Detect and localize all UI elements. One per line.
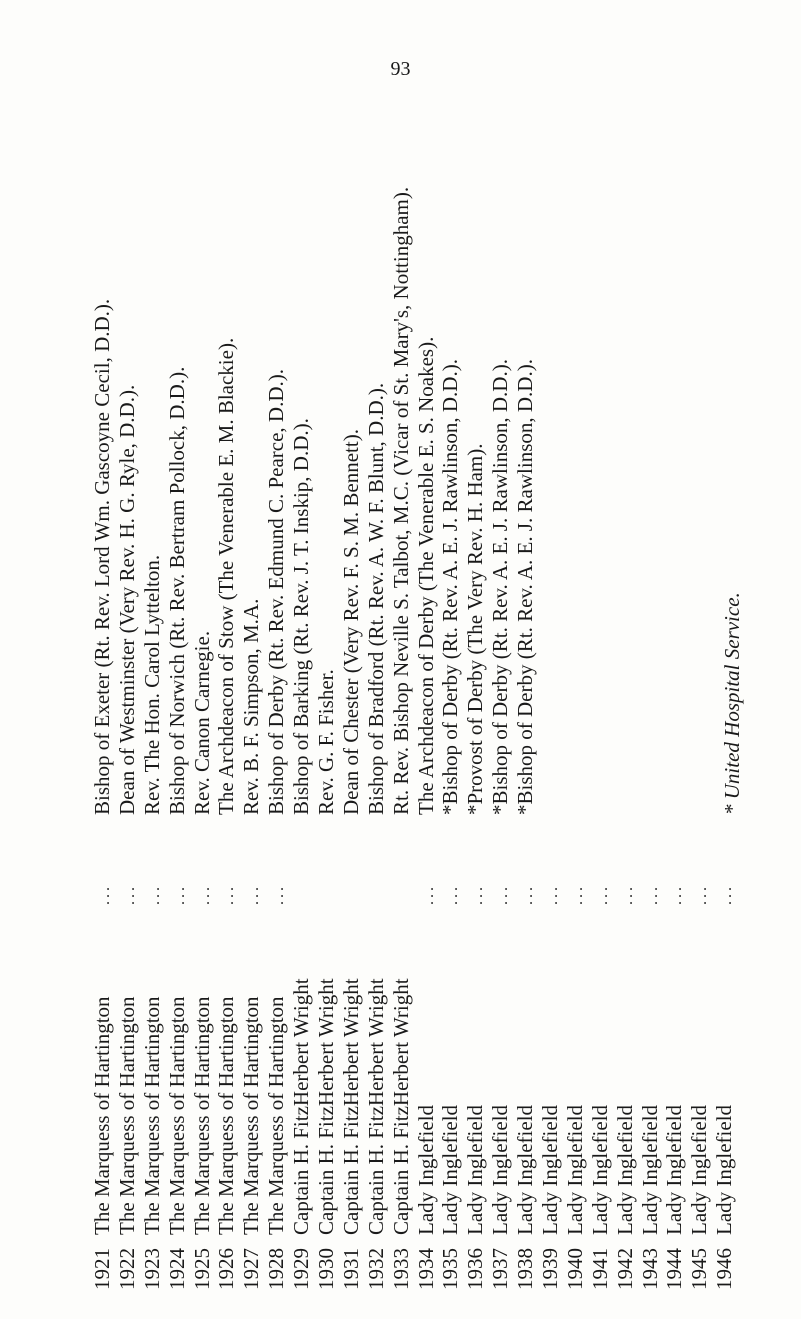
holder-cell: Lady Inglefield bbox=[463, 1104, 488, 1235]
leader-dots: ... bbox=[519, 884, 537, 905]
year-cell: 1924 bbox=[164, 1248, 189, 1290]
table-row bbox=[364, 187, 389, 1290]
preacher-cell: Dean of Chester (Very Rev. F. S. M. Bennett). bbox=[338, 429, 363, 815]
preacher-cell: Rev. B. F. Simpson, M.A. bbox=[239, 598, 264, 815]
leader-dots: ... bbox=[245, 884, 263, 905]
leader-dots: ... bbox=[643, 884, 661, 905]
table-row bbox=[214, 187, 239, 1290]
table-row bbox=[339, 187, 364, 1290]
preacher-cell: Bishop of Barking (Rt. Rev. J. T. Inskip, D.D.). bbox=[289, 418, 314, 815]
leader-dots: ... bbox=[568, 884, 586, 905]
table-row bbox=[289, 187, 314, 1290]
holder-cell: Lady Inglefield bbox=[488, 1104, 513, 1235]
leader-dots: ... bbox=[718, 884, 736, 905]
leader-dots: ... bbox=[668, 884, 686, 905]
table-row bbox=[538, 187, 563, 1290]
year-cell: 1940 bbox=[562, 1248, 587, 1290]
leader-dots: ... bbox=[170, 884, 188, 905]
holder-cell: Lady Inglefield bbox=[438, 1104, 463, 1235]
year-cell: 1937 bbox=[488, 1248, 513, 1290]
year-cell: 1942 bbox=[612, 1248, 637, 1290]
year-cell: 1933 bbox=[388, 1248, 413, 1290]
leader-dots: ... bbox=[593, 884, 611, 905]
year-cell: 1926 bbox=[214, 1248, 239, 1290]
year-cell: 1943 bbox=[637, 1248, 662, 1290]
year-cell: 1935 bbox=[438, 1248, 463, 1290]
table-row bbox=[190, 187, 215, 1290]
year-cell: 1945 bbox=[687, 1248, 712, 1290]
year-cell: 1939 bbox=[538, 1248, 563, 1290]
holder-cell: Captain H. FitzHerbert Wright bbox=[314, 978, 339, 1235]
preacher-cell: Bishop of Bradford (Rt. Rev. A. W. F. Blunt, D.D.). bbox=[363, 382, 388, 815]
leader-dots: ... bbox=[444, 884, 462, 905]
holder-cell: Lady Inglefield bbox=[687, 1104, 712, 1235]
year-cell: 1927 bbox=[239, 1248, 264, 1290]
holder-cell: The Marquess of Hartington bbox=[90, 996, 114, 1235]
table-row bbox=[140, 187, 165, 1290]
holder-cell: Lady Inglefield bbox=[562, 1104, 587, 1235]
page-number: 93 bbox=[390, 58, 411, 80]
leader-dots: ... bbox=[469, 884, 487, 905]
footnote: * United Hospital Service. bbox=[720, 592, 744, 815]
table-row bbox=[438, 187, 463, 1290]
leader-dots: ... bbox=[494, 884, 512, 905]
preacher-cell: Rev. Canon Carnegie. bbox=[189, 630, 214, 815]
preacher-cell: Bishop of Exeter (Rt. Rev. Lord Wm. Gascoyne Cecil, D.D.). bbox=[90, 298, 114, 815]
table-row bbox=[414, 187, 439, 1290]
year-cell: 1931 bbox=[338, 1248, 363, 1290]
year-cell: 1928 bbox=[264, 1248, 289, 1290]
table-row bbox=[264, 187, 289, 1290]
holder-cell: Captain H. FitzHerbert Wright bbox=[289, 978, 314, 1235]
holder-cell: The Marquess of Hartington bbox=[239, 996, 264, 1235]
table-row bbox=[389, 187, 414, 1290]
holder-cell: Lady Inglefield bbox=[538, 1104, 563, 1235]
preacher-cell: Rt. Rev. Bishop Neville S. Talbot, M.C. (Vicar of St. Mary's, Nottingham). bbox=[388, 186, 413, 815]
holder-cell: Lady Inglefield bbox=[587, 1104, 612, 1235]
year-cell: 1938 bbox=[513, 1248, 538, 1290]
holder-cell: The Marquess of Hartington bbox=[264, 996, 289, 1235]
preacher-cell: *Bishop of Derby (Rt. Rev. A. E. J. Rawlinson, D.D.). bbox=[513, 359, 538, 815]
holder-cell: The Marquess of Hartington bbox=[114, 996, 139, 1235]
leader-dots: ... bbox=[145, 884, 163, 905]
preacher-cell: *Bishop of Derby (Rt. Rev. A. E. J. Rawlinson, D.D.). bbox=[488, 359, 513, 815]
holder-cell: Lady Inglefield bbox=[712, 1104, 737, 1235]
table-row bbox=[314, 187, 339, 1290]
holder-cell: Lady Inglefield bbox=[513, 1104, 538, 1235]
table-row bbox=[662, 187, 687, 1290]
year-cell: 1921 bbox=[90, 1248, 114, 1290]
holder-cell: Captain H. FitzHerbert Wright bbox=[388, 978, 413, 1235]
year-cell: 1936 bbox=[463, 1248, 488, 1290]
holder-cell: Captain H. FitzHerbert Wright bbox=[338, 978, 363, 1235]
preacher-cell: *Bishop of Derby (Rt. Rev. A. E. J. Rawlinson, D.D.). bbox=[438, 359, 463, 815]
table-row bbox=[588, 187, 613, 1290]
year-cell: 1929 bbox=[289, 1248, 314, 1290]
leader-dots: ... bbox=[96, 884, 113, 905]
year-cell: 1944 bbox=[662, 1248, 687, 1290]
table-row bbox=[165, 187, 190, 1290]
rotated-table bbox=[90, 80, 744, 1290]
preacher-cell: Bishop of Norwich (Rt. Rev. Bertram Pollock, D.D.). bbox=[164, 366, 189, 815]
year-cell: 1925 bbox=[189, 1248, 214, 1290]
table-row bbox=[463, 187, 488, 1290]
table-row bbox=[513, 187, 538, 1290]
leader-dots: ... bbox=[120, 884, 138, 905]
table-rows bbox=[90, 187, 737, 1290]
year-cell: 1941 bbox=[587, 1248, 612, 1290]
year-cell: 1934 bbox=[413, 1248, 438, 1290]
leader-dots: ... bbox=[195, 884, 213, 905]
table-row bbox=[488, 187, 513, 1290]
preacher-cell: The Archdeacon of Stow (The Venerable E. M. Blackie). bbox=[214, 337, 239, 815]
preacher-cell: The Archdeacon of Derby (The Venerable E. S. Noakes). bbox=[413, 336, 438, 815]
year-cell: 1932 bbox=[363, 1248, 388, 1290]
table-row bbox=[563, 187, 588, 1290]
leader-dots: ... bbox=[220, 884, 238, 905]
holder-cell: Lady Inglefield bbox=[662, 1104, 687, 1235]
preacher-cell: Rev. The Hon. Carol Lyttelton. bbox=[139, 554, 164, 815]
preacher-cell: Bishop of Derby (Rt. Rev. Edmund C. Pearce, D.D.). bbox=[264, 369, 289, 815]
table-row bbox=[115, 187, 140, 1290]
leader-dots: ... bbox=[270, 884, 288, 905]
holder-cell: Lady Inglefield bbox=[413, 1104, 438, 1235]
holder-cell: The Marquess of Hartington bbox=[189, 996, 214, 1235]
leader-dots: ... bbox=[544, 884, 562, 905]
preacher-cell: *Provost of Derby (The Very Rev. H. Ham). bbox=[463, 443, 488, 815]
holder-cell: Captain H. FitzHerbert Wright bbox=[363, 978, 388, 1235]
year-cell: 1923 bbox=[139, 1248, 164, 1290]
holder-cell: Lady Inglefield bbox=[637, 1104, 662, 1235]
year-cell: 1922 bbox=[114, 1248, 139, 1290]
holder-cell: The Marquess of Hartington bbox=[139, 996, 164, 1235]
preacher-cell: Dean of Westminster (Very Rev. H. G. Ryle, D.D.). bbox=[114, 384, 139, 815]
year-cell: 1946 bbox=[712, 1248, 737, 1290]
table-row bbox=[638, 187, 663, 1290]
holder-cell: The Marquess of Hartington bbox=[164, 996, 189, 1235]
table-row bbox=[90, 187, 115, 1290]
table-row bbox=[239, 187, 264, 1290]
preacher-cell: Rev. G. F. Fisher. bbox=[314, 669, 339, 815]
leader-dots: ... bbox=[693, 884, 711, 905]
leader-dots: ... bbox=[419, 884, 437, 905]
table-row bbox=[613, 187, 638, 1290]
holder-cell: The Marquess of Hartington bbox=[214, 996, 239, 1235]
year-cell: 1930 bbox=[314, 1248, 339, 1290]
leader-dots: ... bbox=[618, 884, 636, 905]
table-row bbox=[687, 187, 712, 1290]
holder-cell: Lady Inglefield bbox=[612, 1104, 637, 1235]
